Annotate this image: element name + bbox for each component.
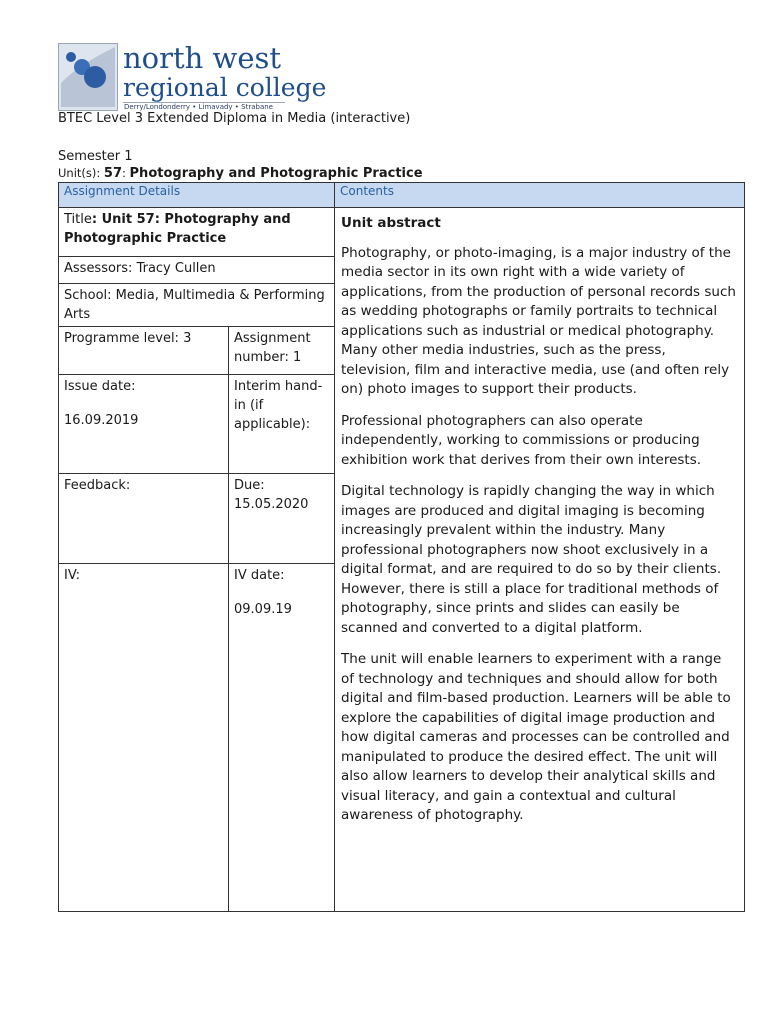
- iv-date-cell: [229, 564, 335, 912]
- college-logo: [58, 41, 327, 111]
- school-cell: School: Media, Multimedia & Performing Arts: [59, 284, 335, 327]
- interim-handin-cell: Interim hand-in (if applicable):: [229, 375, 335, 474]
- abstract-paragraph-1: Photography, or photo-imaging, is a major industry of the media sector in its own right with a wide variety of applications, from the production of personal records such as wedding photographs or family portraits to technical applications such as industrial or medical photography. Many other media industries, such as the press, television, film and interactive media, use (and often rely on) photo images to support their products.: [341, 244, 736, 397]
- unit-number: 57: [103, 166, 122, 181]
- unit-colon: :: [122, 166, 126, 180]
- due-cell: [229, 474, 335, 564]
- assessors-cell: Assessors: Tracy Cullen: [59, 257, 335, 284]
- iv-date-value: 09.09.19: [234, 602, 292, 618]
- feedback-cell: Feedback:: [59, 474, 229, 564]
- college-logo-icon: [58, 43, 118, 111]
- iv-cell: IV:: [59, 564, 229, 912]
- unit-line: [58, 166, 423, 181]
- assignment-details-header: Assignment Details: [59, 183, 335, 208]
- assignment-number-cell: Assignment number: 1: [229, 327, 335, 375]
- logo-tagline: Derry/Londonderry • Limavady • Strabane: [124, 103, 273, 111]
- title-cell: [59, 208, 335, 257]
- unit-prefix: Unit(s):: [58, 166, 101, 180]
- abstract-paragraph-4: The unit will enable learners to experiment with a range of technology and techniques and should allow for both digital and film-based production. Learners will be able to explore the capabilities of digital image production and how digital cameras and processes can be controlled and manipulated to produce the desired effect. The unit will also allow learners to develop their analytical skills and visual literacy, and gain a contextual and cultural awareness of photography.: [341, 651, 731, 823]
- abstract-paragraph-2: Professional photographers can also operate independently, working to commissions or producing exhibition work that derives from their own interests.: [341, 412, 702, 468]
- due-value: 15.05.2020: [234, 497, 309, 513]
- due-label: Due:: [234, 478, 265, 494]
- issue-date-value: 16.09.2019: [64, 413, 139, 429]
- assignment-table: [58, 182, 745, 912]
- logo-name-line2: regional college: [123, 73, 327, 102]
- contents-cell: [335, 208, 745, 912]
- issue-date-label: Issue date:: [64, 379, 136, 395]
- unit-abstract-heading: Unit abstract: [341, 215, 441, 231]
- title-value: : Unit 57: Photography and Photographic Practice: [64, 212, 291, 246]
- programme-level-cell: Programme level: 3: [59, 327, 229, 375]
- abstract-paragraph-3: Digital technology is rapidly changing the way in which images are produced and digital imaging is becoming increasingly prevalent within the industry. Many professional photographers now shoot exclusively in a digital format, and are required to do so by their clients. However, there is still a place for traditional methods of photography, since prints and slides can easily be scanned and converted to a digital platform.: [341, 483, 722, 636]
- logo-name-line1: north west: [123, 41, 282, 75]
- course-title: BTEC Level 3 Extended Diploma in Media (interactive): [58, 111, 411, 126]
- contents-header: Contents: [335, 183, 745, 208]
- title-label: Title: [64, 212, 92, 227]
- iv-date-label: IV date:: [234, 568, 285, 584]
- semester-label: Semester 1: [58, 149, 133, 164]
- unit-title: Photography and Photographic Practice: [129, 166, 423, 181]
- issue-date-cell: [59, 375, 229, 474]
